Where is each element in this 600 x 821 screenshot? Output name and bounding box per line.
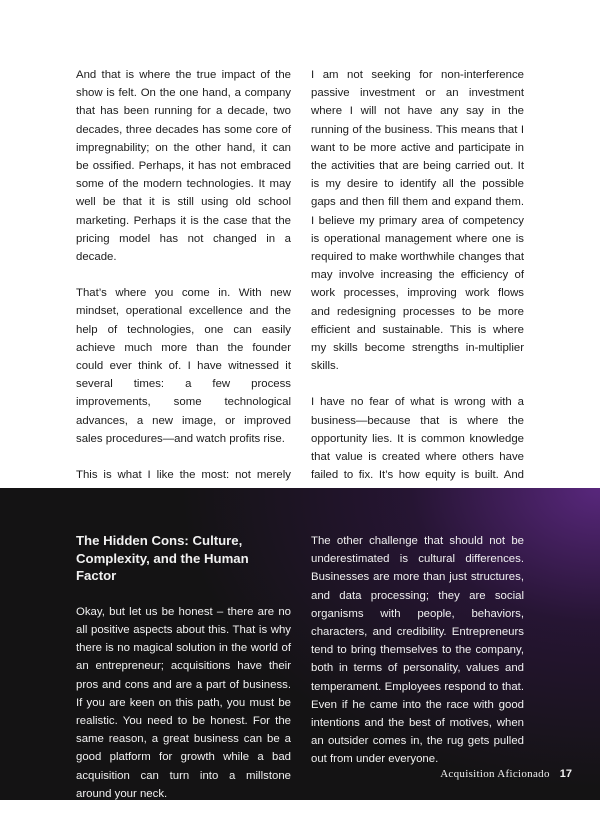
bottom-left-column	[76, 532, 291, 821]
bottom-section	[0, 488, 600, 800]
body-paragraph: I have no fear of what is wrong with a business—because that is where the opportunity lies. It is common knowledge that value is created where others have failed to fix. It’s how equity is built. And	[311, 396, 524, 482]
section-heading: The Hidden Cons: Culture, Complexity, and the Human Factor	[76, 533, 249, 584]
bottom-right-column	[311, 532, 524, 787]
page-number: 17	[559, 768, 572, 780]
top-left-column	[76, 66, 291, 520]
page-footer	[440, 768, 572, 780]
body-paragraph: And that is where the true impact of the show is felt. On the one hand, a company that has been running for a decade, two decades, three decades has some core of impregnability; on the other hand, it can be ossified. Perhaps, it has not embraced some of the modern technologies. It may well be that it is still using old school marketing. Perhaps it is the case that the pricing model has not changed in a decade.	[76, 69, 291, 264]
publication-name: Acquisition Aficionado	[440, 768, 550, 780]
body-paragraph: Okay, but let us be honest – there are no all positive aspects about this. That is why there is no magical solution in the world of an entrepreneur; acquisitions have their pros and cons and are a part of business. If you are keen on this path, you must be realistic. You need to be honest. For the same reason, a great business can be a good platform for growth while a bad acquisition can turn into a millstone around your neck.	[76, 605, 291, 800]
body-paragraph: I am not seeking for non-interference passive investment or an investment where I will not have any say in the running of the business. This means that I want to be more active and participate in the activities that are being carried out. It is my desire to identify all the possible gaps and then fill them and expand them. I believe my primary area of competency is operational management where one is required to make worthwhile changes that may involve increasing the efficiency of work processes, improving work flows and redesigning processes to be more efficient and sustainable. This is where my skills become strengths in-multiplier skills.	[311, 69, 524, 373]
body-paragraph: That’s where you come in. With new mindset, operational excellence and the help of technologies, one can easily achieve much more than the founder could ever think of. I have witnessed it several times: a few process improvements, some technological advances, a new image, or improved sales procedures—and watch profits rise.	[76, 287, 291, 445]
body-paragraph: This is what I like the most: not merely	[76, 469, 291, 482]
body-paragraph: The other challenge that should not be underestimated is cultural differences. Businesses are more than just structures, and data processing; they are social organisms with people, behaviors, characters, and credibility. Entrepreneurs tend to bring themselves to the company, both in terms of personality, values and temperament. Employees respond to that. Even if he came into the race with good intentions and the best of motives, when an outsider comes in, the rug gets pulled out from under everyone.	[311, 535, 524, 766]
top-right-column	[311, 66, 524, 539]
